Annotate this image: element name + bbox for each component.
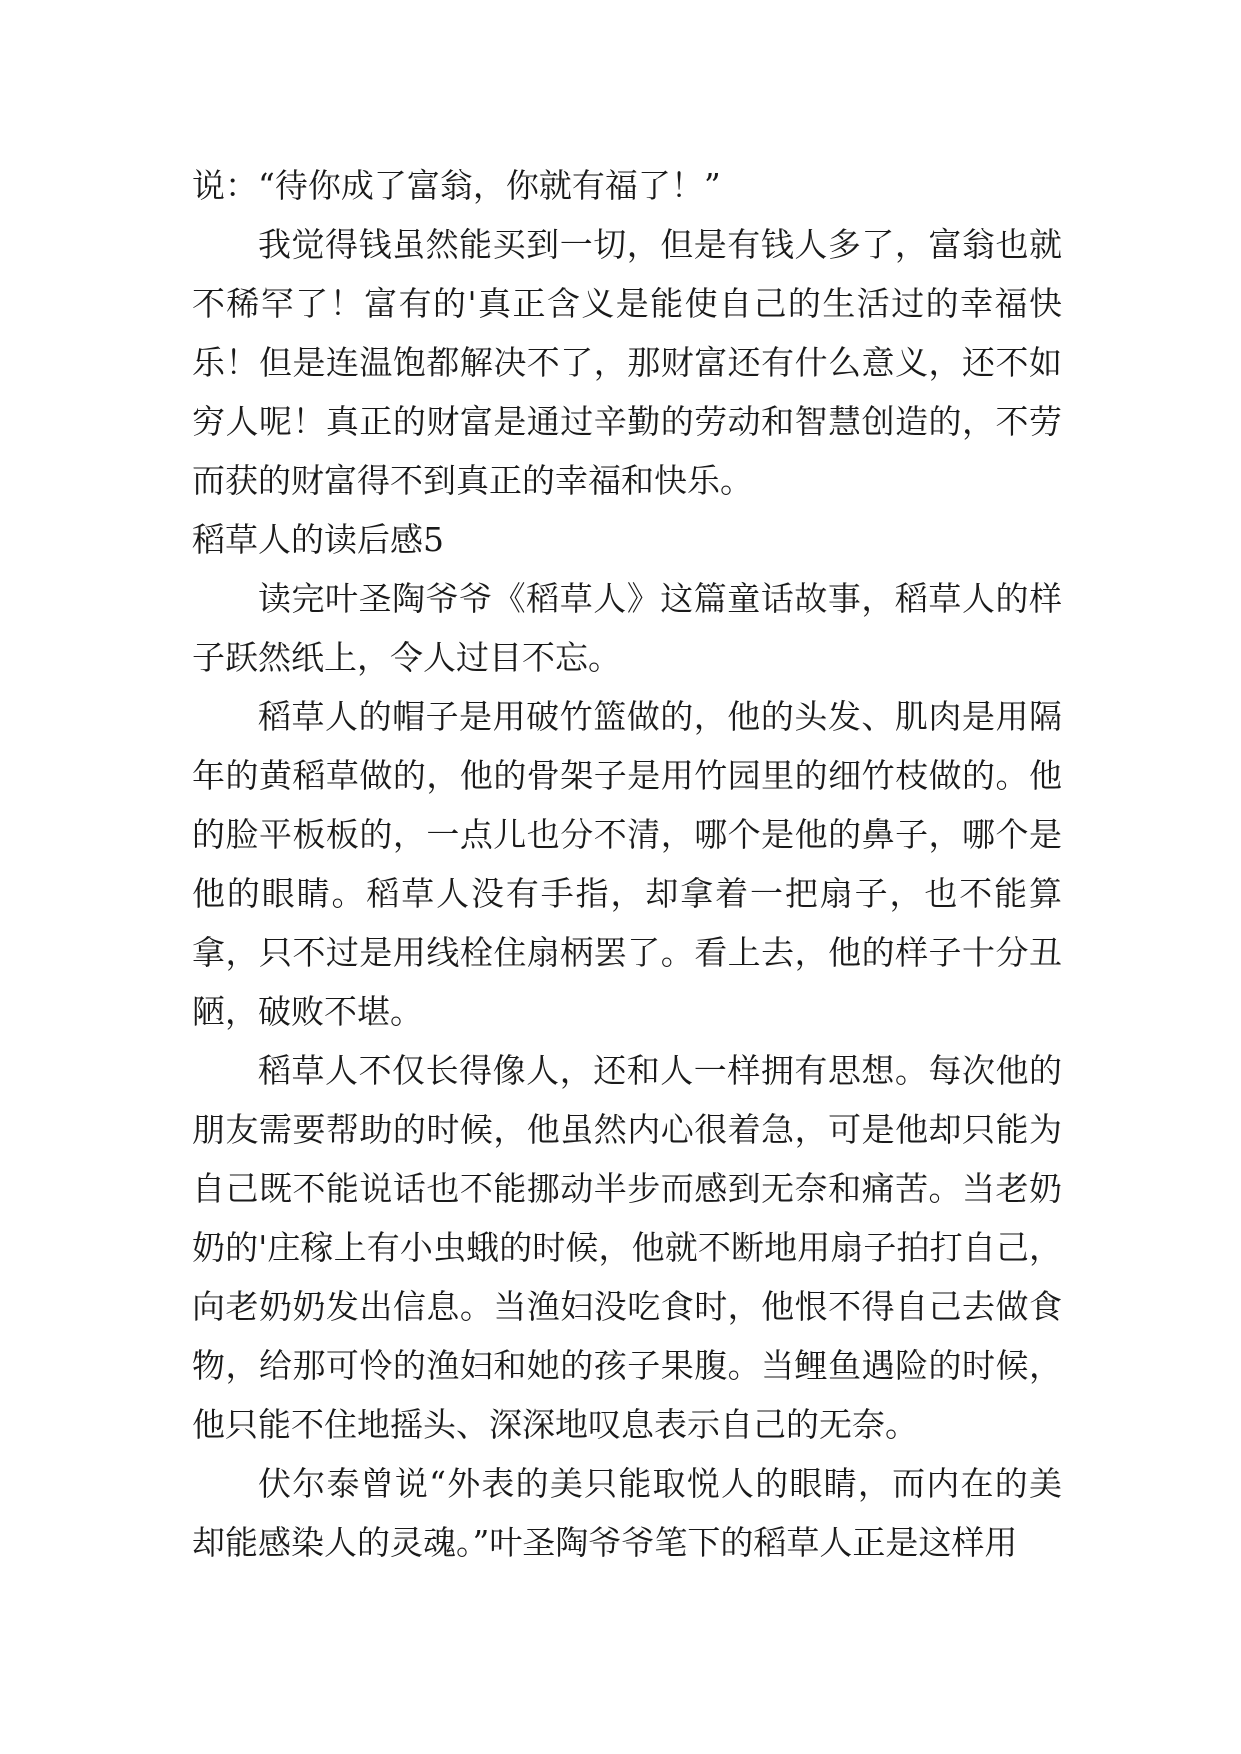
paragraph-appearance: 稻草人的帽子是用破竹篮做的，他的头发、肌肉是用隔年的黄稻草做的，他的骨架子是用竹园里的细竹枝做的。他的脸平板板的，一点儿也分不清，哪个是他的鼻子，哪个是他的眼睛。稻草人没有手指，却拿着一把扇子，也不能算拿，只不过是用线栓住扇柄罢了。看上去，他的样子十分丑陋，破败不堪。 — [192, 697, 1062, 1031]
paragraph-intro: 读完叶圣陶爷爷《稻草人》这篇童话故事，稻草人的样子跃然纸上，令人过目不忘。 — [192, 579, 1062, 677]
document-body — [192, 156, 1062, 1572]
section-heading: 稻草人的读后感5 — [192, 520, 444, 559]
paragraph-continuation: 说：“待你成了富翁，你就有福了！” — [192, 166, 721, 205]
paragraph-thoughts: 稻草人不仅长得像人，还和人一样拥有思想。每次他的朋友需要帮助的时候，他虽然内心很着急，可是他却只能为自己既不能说话也不能挪动半步而感到无奈和痛苦。当老奶奶的'庄稼上有小虫蛾的时候，他就不断地用扇子拍打自己，向老奶奶发出信息。当渔妇没吃食时，他恨不得自己去做食物，给那可怜的渔妇和她的孩子果腹。当鲤鱼遇险的时候，他只能不住地摇头、深深地叹息表示自己的无奈。 — [192, 1051, 1062, 1444]
paragraph-voltaire-quote: 伏尔泰曾说“外表的美只能取悦人的眼睛，而内在的美却能感染人的灵魂。”叶圣陶爷爷笔下的稻草人正是这样用 — [192, 1464, 1062, 1562]
paragraph-wealth-reflection: 我觉得钱虽然能买到一切，但是有钱人多了，富翁也就不稀罕了！富有的'真正含义是能使自己的生活过的幸福快乐！但是连温饱都解决不了，那财富还有什么意义，还不如穷人呢！真正的财富是通过辛勤的劳动和智慧创造的，不劳而获的财富得不到真正的幸福和快乐。 — [192, 225, 1062, 500]
